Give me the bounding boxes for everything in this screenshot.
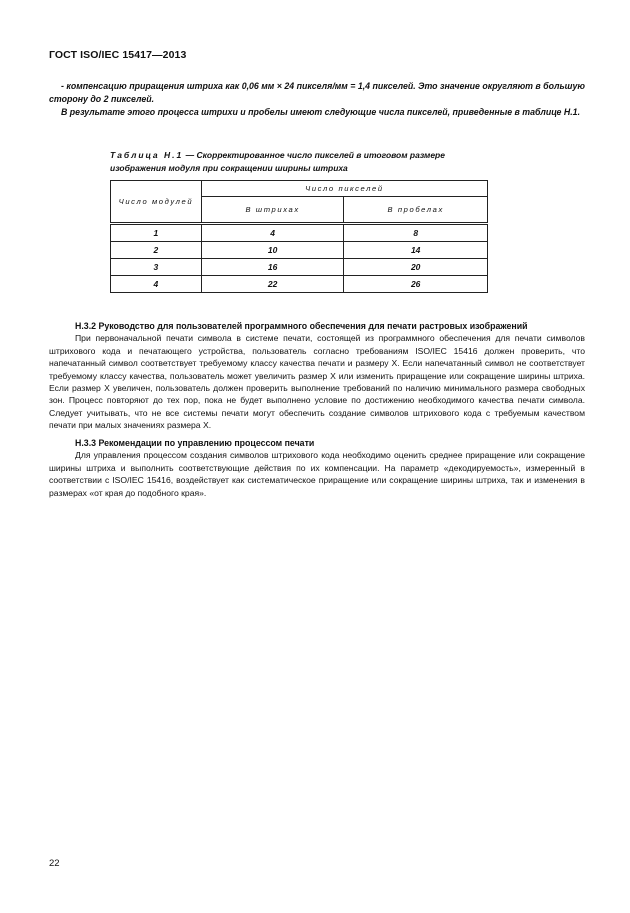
header-spaces: В пробелах bbox=[344, 197, 488, 224]
table-row bbox=[111, 276, 488, 293]
section-h33-body: Для управления процессом создания символов штрихового кода необходимо оценить среднее приращение или сокращение ширины штриха и выполнить соответствующие действия по их компенсации. На параметр «декодируемость», измеренный в соответствии с ISO/IEC 15416, воздействует как систематическое приращение или сокращение ширины штриха, так и изменения в размерах «от края до подобного края». bbox=[49, 450, 585, 498]
header-bars: В штрихах bbox=[201, 197, 344, 224]
cell-spaces: 26 bbox=[344, 276, 488, 293]
section-h33-heading: Н.3.3 Рекомендации по управлению процессом печати bbox=[75, 438, 315, 448]
table-caption-text: — Скорректированное число пикселей в итоговом размере изображения модуля при сокращении ширины штриха bbox=[110, 150, 445, 173]
intro-text bbox=[49, 80, 585, 119]
table-caption-label: Таблица Н.1 bbox=[110, 150, 184, 160]
cell-bars: 22 bbox=[201, 276, 344, 293]
document-header: ГОСТ ISO/IEC 15417—2013 bbox=[49, 49, 187, 61]
section-h32-body: При первоначальной печати символа в системе печати, состоящей из программного обеспечения для печати символов штрихового кода и печатающего устройства, пользователь согласно требованиям ISO/IEC 15416 должен проверить, что напечатанный символ соответствует требуемому классу качества печати и размеру X. Если напечатанный символ не соответствует требуемому классу качества, пользователь может увеличить размер X или изменить приращение или сокращение ширины штриха. Если размер X увеличен, пользователь должен проверить выполнение требований по наличию минимального размера свободных зон. Процесс повторяют до тех пор, пока не будет выполнено условие по достижению необходимого качества печати символа. Следует учитывать, что не все системы печати могут обеспечить создание символов штрихового кода с требуемым качеством печати при малых значениях размера X. bbox=[49, 333, 585, 431]
cell-modules: 1 bbox=[111, 224, 202, 242]
pixel-count-table bbox=[110, 180, 488, 293]
cell-modules: 3 bbox=[111, 259, 202, 276]
cell-bars: 4 bbox=[201, 224, 344, 242]
cell-spaces: 8 bbox=[344, 224, 488, 242]
cell-modules: 2 bbox=[111, 242, 202, 259]
header-pixels: Число пикселей bbox=[201, 181, 487, 197]
page-number: 22 bbox=[49, 858, 60, 869]
intro-paragraph-1: - компенсацию приращения штриха как 0,06 мм × 24 пикселя/мм = 1,4 пикселей. Это значение округляют в большую сторону до 2 пикселей. bbox=[49, 81, 585, 104]
section-h32 bbox=[49, 320, 585, 432]
cell-spaces: 20 bbox=[344, 259, 488, 276]
cell-modules: 4 bbox=[111, 276, 202, 293]
table-row bbox=[111, 224, 488, 242]
table-row bbox=[111, 242, 488, 259]
cell-bars: 16 bbox=[201, 259, 344, 276]
header-modules: Число модулей bbox=[111, 181, 202, 224]
cell-bars: 10 bbox=[201, 242, 344, 259]
cell-spaces: 14 bbox=[344, 242, 488, 259]
intro-paragraph-2: В результате этого процесса штрихи и пробелы имеют следующие числа пикселей, приведенные в таблице Н.1. bbox=[61, 107, 581, 117]
section-h33 bbox=[49, 437, 585, 499]
section-h32-heading: Н.3.2 Руководство для пользователей программного обеспечения для печати растровых изображений bbox=[75, 321, 528, 331]
table-row bbox=[111, 259, 488, 276]
table-caption bbox=[110, 149, 490, 175]
